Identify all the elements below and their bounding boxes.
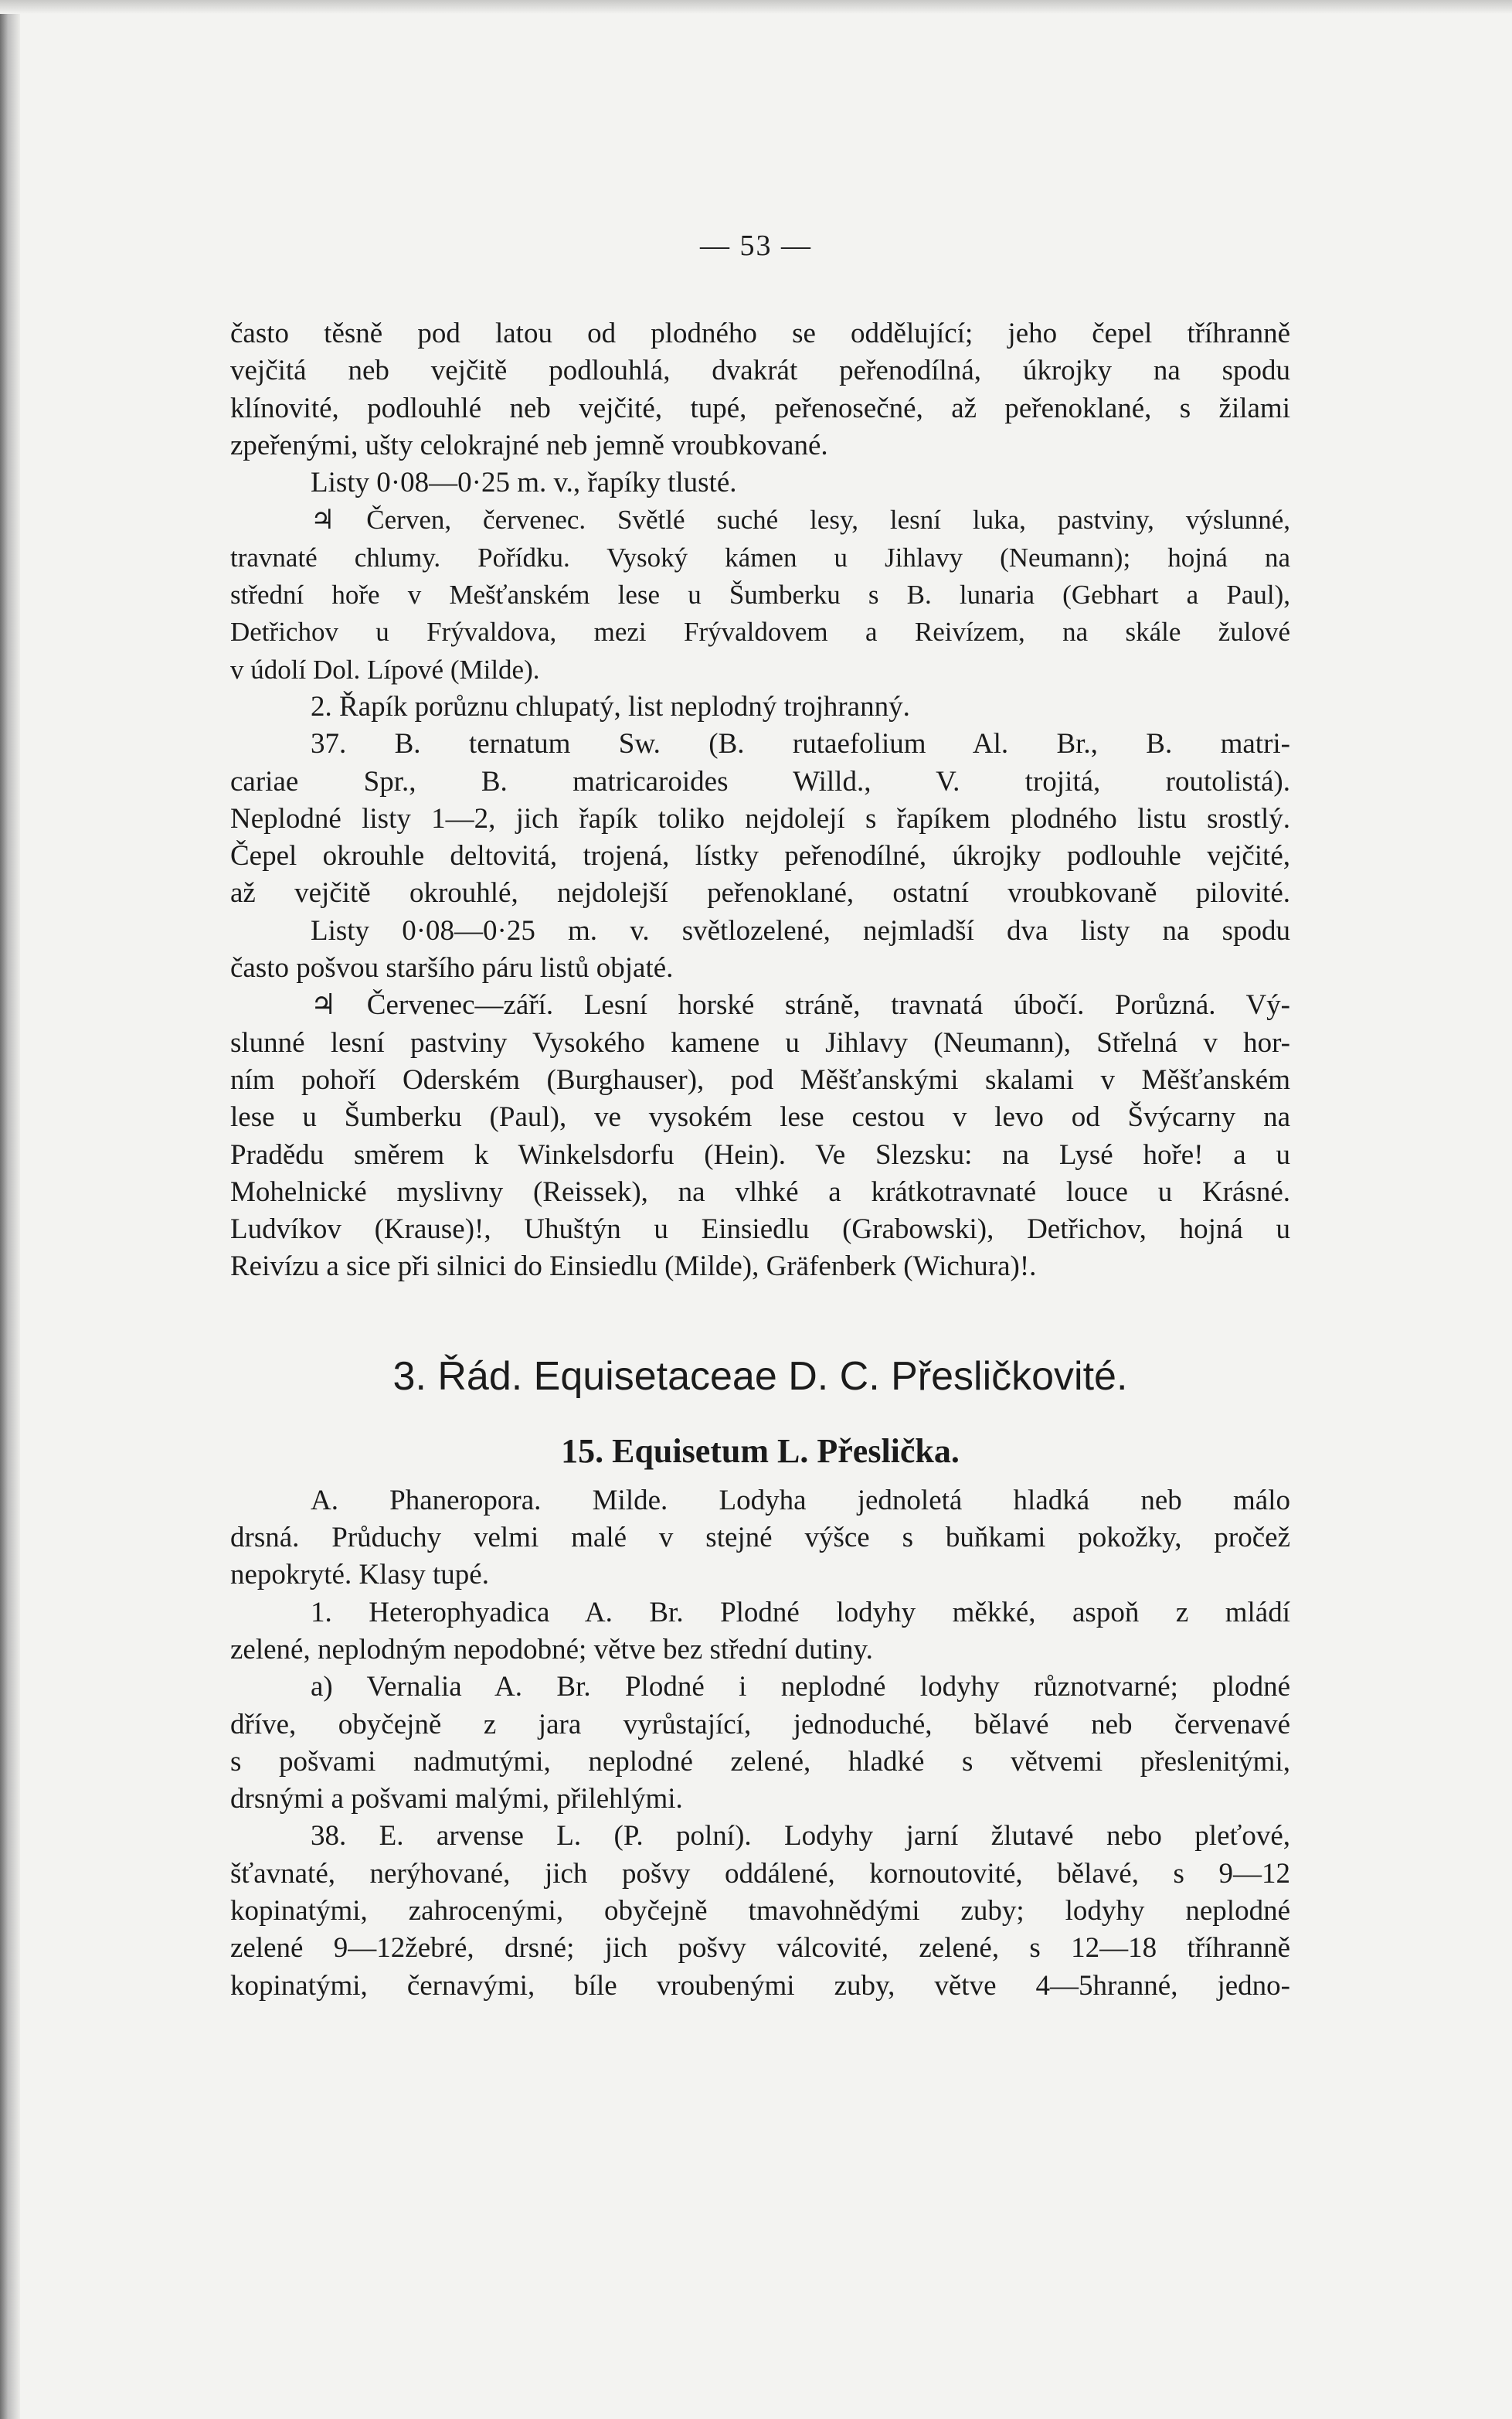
text-line: střední hoře v Mešťanském lese u Šumberku s B. lunaria (Gebhart a Paul), — [230, 580, 1290, 611]
text-line: Čepel okrouhle deltovitá, trojená, lístky peřenodílné, úkrojky podlouhle vejčité, — [230, 840, 1290, 873]
text-line: A. Phaneropora. Milde. Lodyha jednoletá hladká neb málo — [311, 1484, 1290, 1516]
text-line: Listy 0·08—0·25 m. v., řapíky tlusté. — [311, 467, 737, 499]
text-line: v údolí Dol. Lípové (Milde). — [230, 654, 540, 685]
text-line: nepokryté. Klasy tupé. — [230, 1559, 489, 1591]
text-line: Listy 0·08—0·25 m. v. světlozelené, nejmladší dva listy na spodu — [311, 914, 1290, 947]
text-line: Pradědu směrem k Winkelsdorfu (Hein). Ve Slezsku: na Lysé hoře! a u — [230, 1138, 1290, 1171]
text-line: ♃ Červen, červenec. Světlé suché lesy, lesní luka, pastviny, výslunné, — [311, 505, 1290, 536]
genus-heading: 15. Equisetum L. Přeslička. — [561, 1431, 960, 1470]
section-gap — [230, 1286, 1290, 1343]
text-line: ♃ Červenec—září. Lesní horské stráně, travnatá úbočí. Porůzná. Vý- — [311, 989, 1290, 1022]
text-line: zpeřenými, ušty celokrajné neb jemně vroubkované. — [230, 429, 828, 461]
text-line: kopinatými, zahrocenými, obyčejně tmavohnědými zuby; lodyhy neplodné — [230, 1894, 1290, 1927]
text-line: travnaté chlumy. Pořídku. Vysoký kámen u Jihlavy (Neumann); hojná na — [230, 542, 1290, 573]
scan-edge-top — [0, 0, 1512, 14]
heading-gap — [230, 1410, 1290, 1420]
page-number: — 53 — — [700, 230, 812, 262]
scan-edge — [0, 0, 20, 2419]
text-line: drsnými a pošvami malými, přilehlými. — [230, 1783, 683, 1815]
text-line: dříve, obyčejně z jara vyrůstající, jednoduché, bělavé neb červenavé — [230, 1708, 1290, 1740]
text-line: často pošvou staršího páru listů objaté. — [230, 952, 674, 985]
text-line: až vejčitě okrouhlé, nejdolejší peřenoklané, ostatní vroubkovaně pilovité. — [230, 877, 1290, 910]
text-line: Detřichov u Frývaldova, mezi Frývaldovem a Reivízem, na skále žulové — [230, 617, 1290, 648]
text-line: 2. Řapík porůznu chlupatý, list neplodný trojhranný. — [311, 690, 910, 723]
text-line: cariae Spr., B. matricaroides Willd., V. trojitá, routolistá). — [230, 765, 1290, 798]
text-line: zelené, neplodným nepodobné; větve bez střední dutiny. — [230, 1633, 873, 1665]
text-line: Ludvíkov (Krause)!, Uhuštýn u Einsiedlu (Grabowski), Detřichov, hojná u — [230, 1213, 1290, 1246]
text-line: 38. E. arvense L. (P. polní). Lodyhy jarní žlutavé nebo pleťové, — [311, 1820, 1290, 1853]
text-line: šťavnaté, nerýhované, jich pošvy oddálené, kornoutovité, bělavé, s 9—12 — [230, 1857, 1290, 1890]
text-line: s pošvami nadmutými, neplodné zelené, hladké s větvemi přeslenitými, — [230, 1745, 1290, 1778]
text-line: a) Vernalia A. Br. Plodné i neplodné lodyhy různotvarné; plodné — [311, 1671, 1290, 1703]
text-line: 37. B. ternatum Sw. (B. rutaefolium Al. Br., B. matri- — [311, 728, 1290, 760]
text-line: lese u Šumberku (Paul), ve vysokém lese cestou v levo od Švýcarny na — [230, 1101, 1290, 1134]
text-line: kopinatými, černavými, bíle vroubenými zuby, větve 4—5hranné, jedno- — [230, 1969, 1290, 2002]
text-line: zelené 9—12žebré, drsné; jich pošvy válcovité, zelené, s 12—18 tříhranně — [230, 1932, 1290, 1965]
text-line: Mohelnické myslivny (Reissek), na vlhké a krátkotravnaté louce u Krásné. — [230, 1175, 1290, 1208]
text-line: 1. Heterophyadica A. Br. Plodné lodyhy měkké, aspoň z mládí — [311, 1596, 1290, 1628]
text-line: drsná. Průduchy velmi malé v stejné výšce s buňkami pokožky, pročež — [230, 1522, 1290, 1554]
order-heading: 3. Řád. Equisetaceae D. C. Přesličkovité. — [392, 1353, 1128, 1399]
text-line: slunné lesní pastviny Vysokého kamene u Jihlavy (Neumann), Střelná v hor- — [230, 1026, 1290, 1059]
text-line: ním pohoří Oderském (Burghauser), pod Měšťanskými skalami v Měšťanském — [230, 1063, 1290, 1096]
text-line: často těsně pod latou od plodného se oddělující; jeho čepel tříhranně — [230, 318, 1290, 349]
text-line: Reivízu a sice při silnici do Einsiedlu (Milde), Gräfenberk (Wichura)!. — [230, 1250, 1037, 1283]
text-line: klínovité, podlouhlé neb vejčité, tupé, peřenosečné, až peřenoklané, s žilami — [230, 392, 1290, 424]
page-text — [230, 315, 1290, 2005]
text-line: Neplodné listy 1—2, jich řapík toliko nejdolejí s řapíkem plodného listu srostlý. — [230, 802, 1290, 835]
text-line: vejčitá neb vejčitě podlouhlá, dvakrát peřenodílná, úkrojky na spodu — [230, 355, 1290, 387]
